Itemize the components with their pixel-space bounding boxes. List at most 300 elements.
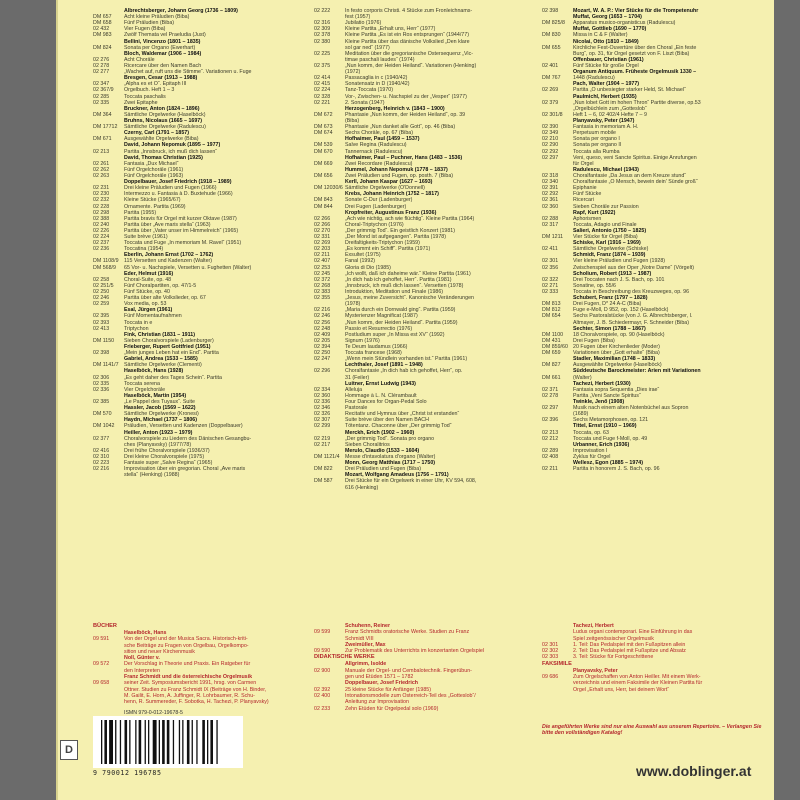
catalog-number: 02 309 [314,26,331,33]
work-title: 20 Fugen über Kirchenlieder (Moder) [573,344,660,351]
work-title: 31 (Feiler) [345,374,370,381]
book-title: Orgel „Erhalt uns, Herr, bei deinem Wort“ [573,686,670,693]
composer-name: Lechthaler, Josef (1891 – 1948) [345,362,423,369]
catalog-number: 02 371 [542,386,559,393]
work-title: Choralfantasie „Da Jesus an dem Kreuze stund“ [573,172,687,179]
catalog-number: 02 331 [314,234,331,241]
catalog-number: 02 335 [93,380,110,387]
catalog-number: 02 408 [542,453,559,460]
catalog-number: DM 767 [542,75,561,82]
work-title: stella“ (Henking) (1988) [124,472,180,479]
composer-name: Süddeutsche Barockmeister: Arien mit Variationen [573,368,701,375]
work-title: Mysterienzer Magnificat (1987) [345,313,418,320]
work-title: Fantasia sopra Sequentia „Dies irae“ [573,386,660,393]
catalog-number: 02 415 [314,81,331,88]
catalog-number: 02 301 [542,641,559,648]
book-title: 1. Teil: Das Pedalspiel mit den Fußspitzen allein [573,641,686,648]
work-title: „Le Pappel des Tuyaux“. Suite [124,399,195,405]
catalog-number: 02 336 [93,386,110,393]
catalog-number: 02 269 [542,87,559,94]
work-title: Partita in honorem J. S. Bach, op. 96 [573,466,660,473]
work-title: „Innsbruck, ich muß dich lassen“. Versetten (1978) [345,282,464,289]
work-title: Toccata in e [124,319,153,326]
catalog-number: 02 250 [314,350,331,357]
catalog-number: 02 400 [314,692,331,699]
catalog-number: 02 361 [542,197,559,204]
catalog-number: 09 590 [314,648,331,655]
work-title: Toccata francese (1968) [345,350,402,357]
composer-name: Schiske, Karl (1916 – 1969) [573,240,641,247]
composer-name: Muffat, Gottlieb (1690 – 1770) [573,26,647,33]
catalog-number: 02 203 [314,246,331,253]
author-name: Noll, Günter v. [124,655,160,662]
work-title: Drei Stücke für ein Orgelwerk in einer Uhr, KV 594, 608, [345,478,477,485]
book-title: Intonationsmodelle zum Österreich-Teil des „Gotteslob“/ [345,692,476,699]
author-name: Allgrimm, Isolde [345,661,387,668]
catalog-number: DM 812 [542,307,561,314]
work-title: Toccatina (1954) [124,246,164,253]
composer-name: Schubert, Franz (1797 – 1828) [573,295,648,302]
catalog-number: 02 240 [93,221,110,228]
catalog-number: 02 278 [542,392,559,399]
book-title: Ottner. Studien zu Franz Schmidt IX (Beiträge von H. Binder, [124,686,267,693]
work-title: „Es geht daher des Tages Schein“. Partita [124,374,222,381]
work-title: Fünf Präludien (Biba) [124,20,175,27]
catalog-number: DM 671 [93,136,112,143]
catalog-number: 02 266 [314,221,331,228]
catalog-number: DM 1141/7 [93,362,119,369]
work-title: Choral-Suite, op. 48 [124,276,172,283]
work-title: Drei Fugen (Ladenburger) [345,203,407,210]
catalog-number: 02 379 [542,99,559,106]
catalog-number: 02 213 [93,148,110,155]
catalog-number: 02 231 [93,185,110,192]
work-title: Sonate C-Dur (Ladenburger) [345,197,413,204]
work-title: Zwei Epitaphe [124,99,158,106]
publisher-logo-icon: D [60,740,78,760]
catalog-number: DM 822 [314,466,333,473]
barcode-digits: 9 790012 196785 [93,769,162,777]
catalog-number: DM 570 [93,411,112,418]
catalog-number: 02 392 [314,686,331,693]
catalog-number: 02 401 [542,62,559,69]
composer-name: Herzogenberg, Heinrich v. (1843 – 1900) [345,105,445,112]
composer-name: Haydn, Michael (1737 – 1806) [124,417,198,424]
catalog-number: 02 391 [542,185,559,192]
work-title: Ausgewählte Orgelwerke (Biba) [124,136,199,143]
composer-name: Gabriel, Andrea (1533 – 1585) [124,356,198,363]
catalog-number: 02 336 [314,399,331,405]
catalog-number: 02 298 [93,209,110,216]
work-title: „Wenn mein Stündlein vorhanden ist.“ Partita (1961) [345,356,468,363]
catalog-number: 02 380 [314,38,331,45]
work-title: Sämtliche Orgelwerke (Haselböck) [124,111,206,118]
composer-name: Monn, Georg Matthias (1717 – 1750) [345,460,436,467]
catalog-number: 02 347 [93,81,110,88]
catalog-number: DM 1121/4 [314,453,340,460]
catalog-number: DM 17712 [93,124,118,131]
catalog-number: DM 1100 [542,331,564,338]
work-title: Sämtliche Orgelwerke (Radulescu) [124,124,206,131]
composer-name: Bresgen, Cesar (1913 – 1988) [124,75,198,82]
work-title: Partita „Innsbruck, ich muß dich lassen“ [124,148,218,155]
catalog-number: 02 224 [93,234,110,241]
catalog-number: DM 824 [93,44,112,51]
work-title: Sämtliche Orgelwerke (Kronesi) [124,411,199,418]
catalog-number: 02 299 [314,423,331,430]
work-title: Vier Fugen (Biba) [124,26,166,33]
book-title: verzeichnis und einem Faksimile der Kleinen Partita für [573,680,703,687]
composer-name: Eberlin, Johann Ernst (1702 – 1762) [124,252,214,259]
catalog-note: Die angeführten Werke sind nur eine Auswahl aus unserem Repertoire. – Verlangen Sie bitte den vollständigen Katalog! [542,724,762,737]
catalog-number: 02 278 [93,62,110,69]
composer-name: Merulo, Claudio (1533 – 1604) [345,447,420,454]
catalog-number: 02 262 [93,166,110,173]
work-title: Recitativ und Hymnus über „Christ ist erstanden“ [345,411,460,418]
catalog-number: DM 657 [93,14,112,21]
work-title: Four Dances for Organ-Pedal Solo [345,399,427,405]
work-title: Fünf Orgelchoräle (1963) [124,172,184,179]
author-name: Tachezi, Herbert [573,623,614,629]
work-title: 616 (Henking) [345,484,379,491]
work-title: Ausgewählte Orgelwerke (Haselböck) [573,362,662,369]
work-title: Improvisation über ein gregorian. Choral „Ave maris [124,466,246,473]
work-title: Sechs Choräle, op. 67 (Biba) [345,130,414,137]
catalog-number: 02 217 [314,441,331,448]
work-title: „Es kommt ein Schiff“. Partita (1971) [345,246,431,253]
composer-name: Hofhaimer, Paul – Puchner, Hans (1483 – 1536) [345,154,463,161]
catalog-number: 02 292 [542,191,559,198]
work-title: Missa in C & F (Walter) [573,32,628,39]
catalog-number: 02 210 [542,136,559,143]
catalog-number: 02 212 [542,435,559,442]
composer-name: Krebs, Johann Heinrich (1752 – 1817) [345,191,439,198]
work-title: Introduktion, Meditation und Finale (1986) [345,289,444,296]
books-column [93,623,308,706]
work-title: „Der grimmig Tod“. Ein geistlich Konzert (1981) [345,227,456,234]
catalog-number: 02 383 [314,289,331,296]
catalog-number: 02 253 [314,264,331,271]
catalog-number: 02 326 [314,411,331,418]
author-name: Franz Schmidt und die österreichische Orgelmusik [124,674,253,681]
work-title: Kleine Partita über das dänische Volkslied „Den klare [345,38,470,45]
catalog-number: 02 246 [314,313,331,320]
composer-name: Merckh, Erich (1902 – 1960) [345,429,415,436]
catalog-number: DM 673 [314,124,333,131]
catalog-number: 02 333 [542,289,559,296]
work-title: Ricercare über den Namen Bach [124,62,202,69]
catalog-number: 02 322 [542,276,559,283]
composer-name: Planyavsky, Peter (1947) [573,117,635,124]
catalog-number: DM 674 [314,130,333,137]
catalog-number: 02 340 [542,179,559,186]
catalog-number: 02 409 [314,331,331,338]
work-title: Sonatine, op. 55/6 [573,282,616,289]
composer-name: Sechter, Simon (1788 – 1867) [573,325,646,332]
catalog-number: 02 266 [314,215,331,222]
ismn-number: ISMN 979-0-012-19678-5 [124,710,183,716]
work-title: Choralfantasie „O Mensch, bewein dein' Sünde groß“ [573,179,698,186]
work-title: „Wachet auf, ruft uns die Stimme“. Variationen u. Fuge [124,69,252,76]
composer-name: Bellini, Vincenzo (1801 – 1835) [124,38,201,45]
work-title: Drei kleine Choralvorspiele (1975) [124,453,205,460]
work-title: Fünf Stücke [573,191,602,198]
book-title: M. Gailit, E. Horn, A. Juffinger, R. Lohrbaumer, R. Schu- [124,692,255,699]
catalog-number: DM 656 [314,172,333,179]
catalog-number: DM 827 [542,362,561,369]
section-heading: DIDAKTISCHE WERKE [314,654,375,661]
catalog-number: DM 655 [542,44,561,51]
work-title: Sämtliche Orgelwerke (Clementi) [124,362,202,369]
catalog-number: 02 225 [314,50,331,57]
work-title: Vox media, op. 53 [124,301,167,308]
catalog-number: DM 658 [93,20,112,27]
catalog-number: 02 416 [93,447,110,454]
work-title: Improvisation I [573,447,608,454]
catalog-number: 02 395 [93,313,110,320]
work-title: „Maria durch ein Dornwald ging“. Partita (1959) [345,307,456,314]
book-title: 2. Teil: Das Pedalspiel mit Fußspitze und Absatz [573,648,686,655]
composer-name: Hofhaimer, Paul (1459 – 1537) [345,136,420,143]
work-title: Burg“, op. 31, für Orgel gesetzt von F. Liszt (Biba) [573,50,690,57]
catalog-number: 02 334 [314,386,331,393]
work-title: Heft 1 – 6, 02 402/4 Hefte 7 – 9 [573,111,647,118]
catalog-number: DM 813 [542,301,561,308]
work-title: Vier kleine Präludien und Fugen (1928) [573,258,666,265]
work-title: Sämtliche Orgelwerke (Schiske) [573,246,649,253]
work-title: Hommage à L. N. Clérambault [345,392,417,399]
composer-name: Haselböck, Martin (1954) [124,392,187,399]
work-title: Alleluja [345,386,363,393]
work-title: „Nun komm, der Heiden Heiland“. Partita (1959) [345,319,458,326]
work-title: Passacaglia in c (1940/42) [345,75,408,82]
work-title: Perpetuum mobile [573,130,616,137]
work-title: Kleine Partita „Es ist ein Ros entsprungen“ (1944/77) [345,32,469,39]
composer-name: Wellesz, Egon (1885 – 1974) [573,460,643,467]
catalog-number: 02 385 [93,399,110,405]
composer-name: Eder, Helmut (1916) [124,270,174,277]
work-title: Choral-Triptychon (1976) [345,221,404,228]
work-title: Kleine Partita „Erhalt uns, Herr“ (1977) [345,26,436,33]
catalog-number: 02 221 [314,99,331,106]
book-title: gen und Etüden 1571 – 1782 [345,674,414,681]
work-title: Phantasie „Nun danket alle Gott“, op. 46 (Biba) [345,124,456,131]
catalog-number: 02 205 [314,337,331,344]
work-title: (1978) [345,301,361,308]
barcode-icon [93,716,243,768]
catalog-number: 09 686 [542,674,559,681]
book-entry [314,706,536,712]
work-title: Vier Orgelchoräle [124,386,166,393]
work-title: Fünf Choralpartiten, op. 47/1-5 [124,282,197,289]
book-title: sition und neuer Kirchenmusik [124,648,195,655]
catalog-number: 02 411 [542,246,558,253]
work-title: Choralvorspiele zu Liedern des Dänischen Gesangbu- [124,435,252,442]
work-title: Zwei Recordare (Radulescu) [345,160,413,167]
catalog-number: 02 310 [93,453,110,460]
book-title: den Interpreten [124,667,160,674]
catalog-number: 02 250 [93,289,110,296]
catalog-number: DM 830 [542,32,561,39]
work-title: „Der Mond ist aufgegangen“. Partita (1978) [345,234,446,241]
work-title: Partita (1955) [124,209,157,216]
catalog-number: 02 302 [542,648,559,655]
work-title: Sechs Metamorphosen, op. 121 [573,417,649,424]
composer-name: Paulmichl, Herbert (1935) [573,93,637,100]
work-title: „Nun komm, der Heiden Heiland“. Variationen (Henking) [345,62,477,69]
catalog-number: 02 394 [314,344,331,351]
work-title: 18 Choralvorspiele, op. 90 (Haselböck) [573,331,665,338]
catalog-number: DM 431 [542,337,561,344]
work-title: Toccata, Adagio und Finale [573,221,637,228]
work-title: Toccata und Fuge f-Moll, op. 49 [573,435,648,442]
composer-name: Organum Antiquum. Früheste Orgelmusik 1330 – [573,69,697,76]
composer-name: Haselböck, Hans (1928) [124,368,184,375]
work-title: Zwischenspiel aus der Oper „Notre Dame“ (Vörgelt) [573,264,694,271]
catalog-number: 02 317 [542,221,559,228]
work-title: Ornamente. Partita (1969) [124,203,186,210]
work-title: Epiphanie [573,185,597,192]
catalog-number: 02 258 [93,276,110,283]
catalog-number: 02 261 [93,160,110,167]
catalog-number: 09 599 [314,629,331,636]
book-title: Zum Orgelschaffen von Anton Heiller. Mit einem Werk- [573,674,701,681]
work-title: Fünf Stücke, op. 40 [124,289,170,296]
work-title: 2. Sonata (1947) [345,99,385,106]
catalog-columns [56,8,774,623]
work-title: Suite brève über den Namen BACH [345,417,429,424]
catalog-number: 02 360 [542,203,559,210]
catalog-number: 02 306 [93,374,110,381]
book-title: seiner Zeit. Symposiumsbericht 1991, hrsg. von Carmen [124,680,257,687]
catalog-number: 02 360 [314,392,331,399]
work-title: Passio et Resurrectio (1976) [345,325,413,332]
composer-name: Stadler, Maximilian (1748 – 1833) [573,356,656,363]
composer-name: Bruckner, Anton (1824 – 1896) [124,105,200,112]
catalog-number: 02 900 [314,667,331,674]
work-title: (Biba) [345,117,360,124]
section-heading: FAKSIMILE [542,660,572,667]
catalog-number: 02 263 [93,172,110,179]
work-title: Variationen über „Gott erhalte“ (Biba) [573,350,660,357]
work-title: Fanal (1992) [345,258,376,265]
catalog-number: 02 396 [542,417,559,424]
catalog-number: 02 393 [93,319,110,326]
work-title: Musik nach einem alten Notenbüchel aus Sopron [573,405,689,412]
work-title: Drei Toccaten nach J. S. Bach, op. 101 [573,276,665,283]
work-title: Fünf Momentaufnahmen [124,313,182,320]
work-title: Te Deum laudamus (1966) [345,344,408,351]
work-title: Apparatus musico-organisticus (Radulescu) [573,20,676,27]
composer-name: Mozart, W. A. P.: Vier Stücke für die Trompetenuhr [573,8,699,14]
catalog-number: 09 658 [93,680,110,687]
catalog-number: 02 432 [93,26,110,33]
work-title: Drei kleine Präludien und Fugen (1966) [124,185,217,192]
composer-name: Nicolai, Otto (1810 – 1849) [573,38,639,45]
catalog-number: 09 591 [93,636,110,643]
work-title: Toccata in Beschreibung des Kreuzweges, op. 96 [573,289,690,296]
work-title: Altmayer, J. B. Schiedermayr, F. Schneider (Biba) [573,319,689,326]
composer-name: Twinkle, Jenő (1908) [573,399,625,405]
composer-name: Esal, Jürgen (1961) [124,307,173,314]
work-title: Veni, queso, veni Sancte Spiritus. Einige Anrufungen [573,154,697,161]
author-name: Planyavsky, Peter [573,667,618,674]
catalog-number: 02 289 [542,447,559,454]
work-title: Intermezzo u. Fantasia à D. Buxtehude (1966) [124,191,233,198]
work-title: „Mein junges Leben hat ein End“. Partita [124,350,219,357]
catalog-number: 02 398 [542,8,559,14]
work-title: „Orgelbüchlein zum „Gotteslob“ [573,105,647,112]
work-title: Drei frühe Choralvorspiele (1936/37) [124,447,210,454]
work-title: Partita „Veni Sancte Spiritus“ [573,392,641,399]
catalog-number: 02 245 [314,270,331,277]
work-title: Dreifaltigkeits-Triptychon (1959) [345,240,420,247]
composer-name: Tachezi, Herbert (1930) [573,380,631,387]
work-title: Fantasia „Dux Michael“ [124,160,179,167]
composer-name: Kerll, Johann Kaspar (1627 – 1693) [345,179,433,186]
catalog-number: 02 246 [93,295,110,302]
composer-name: Scholium, Robert (1913 – 1987) [573,270,652,277]
catalog-number: 02 375 [314,62,331,69]
catalog-number: 02 398 [93,350,110,357]
catalog-number: 02 232 [93,197,110,204]
catalog-number: DM 859/60 [542,344,568,351]
catalog-number: 02 390 [542,124,559,131]
composer-name: Tittel, Ernst (1910 – 1969) [573,423,637,430]
book-title: Von der Orgel und der Musica Sacra. Historisch-kriti- [124,636,248,643]
catalog-entry [542,466,768,472]
composer-name: Kropfreiter, Augustinus Franz (1936) [345,209,437,216]
catalog-number: 02 414 [314,75,331,82]
didactic-column [314,623,536,712]
composer-name: Hummel, Johann Nepomuk (1778 – 1837) [345,166,448,173]
work-title: Sonata per organo I [573,136,620,143]
work-title: Orgelbuch. Heft 1 – 3 [124,87,175,94]
book-title: Anleitung zur Improvisation [345,699,409,706]
work-title: 65 Vor- u. Nachspiele, Versetten u. Fughetten (Walter) [124,264,252,271]
author-name: Doppelbauer, Josef Friedrich [345,680,418,687]
section-heading: BÜCHER [93,623,117,629]
work-title: Toccata paschalis [124,93,166,100]
work-title: „Nun lobet Gott im hohen Thron“ Partite diverse, op.53 [573,99,701,106]
work-title: Vier Stücke für Orgel (Biba) [573,234,638,241]
work-title: Choralfantasie „In dich hab ich gehoffet, Herr“, op. [345,368,463,375]
composer-name: Bloch, Waldemar (1906 – 1984) [124,50,202,57]
catalog-column-3 [542,8,768,472]
catalog-number: 02 346 [314,405,331,412]
catalog-number: 02 388 [93,215,110,222]
catalog-number: 02 224 [314,87,331,94]
catalog-number: 02 251/5 [93,282,114,289]
work-title: Sonata per Organo (Ewerhart) [124,44,196,51]
composer-name: Schmidt, Franz (1874 – 1939) [573,252,646,259]
catalog-number: 02 377 [93,435,110,442]
catalog-number: DM 1042 [93,423,115,430]
catalog-number: 02 223 [93,460,110,467]
catalog-number: 02 230 [93,191,110,198]
work-title: Ricercari [573,197,594,204]
work-title: Zwei Präludien und Fugen, op. posth. 7 (Biba) [345,172,454,179]
work-title: Vor-, Zwischen- u. Nachspiel zu der „Vesper“ (1977) [345,93,467,100]
work-title: Messe d'intavolatura d'organo (Walter) [345,453,436,460]
catalog-number: 02 216 [93,466,110,473]
catalog-number: 02 233 [314,705,331,712]
work-title: Partita „O unbesiegter starker Held, St. Michael“ [573,87,686,94]
catalog-number: 02 259 [93,301,110,308]
work-title: Signum (1976) [345,337,380,344]
work-title: Sonatensatz in D (1940/42) [345,81,410,88]
catalog-number: 02 297 [542,405,559,412]
